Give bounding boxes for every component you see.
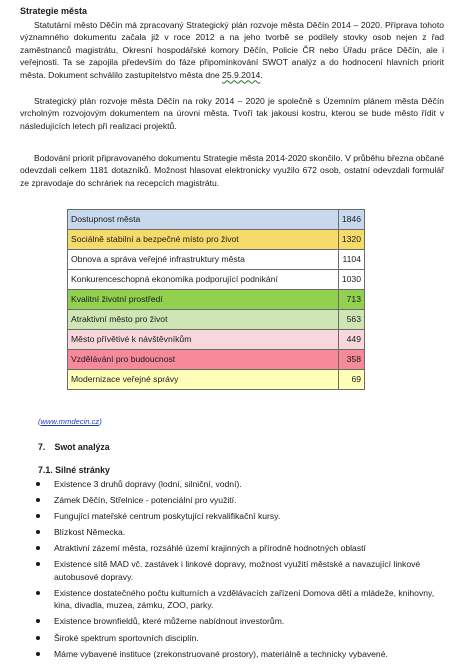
priority-row [68,370,365,390]
paragraph-voting [20,152,444,189]
bullet-icon [36,591,40,595]
priority-value: 1320 [338,230,364,250]
list-item [22,526,446,538]
list-item-text: Máme vybavené instituce (zrekonstruované prostory), materiálně a technicky vybavené. [54,648,388,659]
list-item-text: Fungující mateřské centrum poskytující rekvalifikační kursy. [54,511,281,522]
priority-label: Sociálně stabilní a bezpečné místo pro život [68,230,339,250]
list-item-text: Atraktivní zázemí města, rozsáhlé území krajinných a přírodně hodnotných oblastí [54,543,366,554]
list-item [22,632,446,644]
paragraph-plan-text: Strategický plán rozvoje města Děčín na roky 2014 – 2020 je společně s Územním plánem města Děčín vrcholným rozvojovým dokumentem na úrovni města. Tvoří tak jakousi kostru, kterou se bude město řídit v následujících letech při realizaci projektů. [20,96,444,131]
bullet-icon [36,546,40,550]
paragraph-plan [20,95,444,132]
priority-value: 1030 [338,270,364,290]
list-item-text: Existence 3 druhů dopravy (lodní, silniční, vodní). [54,479,242,489]
section-heading [38,441,110,453]
priority-row [68,270,365,290]
priority-label: Obnova a správa veřejné infrastruktury města [68,250,339,270]
subsection-heading [38,464,110,476]
priority-value: 358 [338,350,364,370]
priority-row [68,230,365,250]
list-item [22,494,446,506]
bullet-icon [36,498,40,502]
list-item [22,558,446,583]
priority-label: Modernizace veřejné správy [68,370,339,390]
priority-value: 563 [338,310,364,330]
source-link[interactable]: www.mmdecin.cz [40,417,100,426]
bullet-icon [36,514,40,518]
priority-row [68,210,365,230]
section-number: 7. [38,442,46,452]
list-item-text: Blízkost Německa. [54,527,126,538]
bullet-icon [36,562,40,566]
priority-label: Konkurenceschopná ekonomika podporující podnikání [68,270,339,290]
bullet-icon [36,530,40,534]
priority-row [68,330,365,350]
priority-value: 713 [338,290,364,310]
list-item-text: Existence sítě MAD vč. zastávek i linkové dopravy, možnost využití městské a navazující linkové autobusové dopravy. [54,559,421,582]
list-item-text: Existence dostatečného počtu kulturních a vzdělávacích zařízení Domova dětí a mládeže, knihovny, kina, divadla, muzea, zámku, ZOO, parky. [54,587,435,611]
page-heading: Strategie města [20,6,88,16]
section-title: Swot analýza [54,442,110,452]
list-item [22,478,446,490]
list-item [22,510,446,522]
priority-label: Město přívětivé k návštěvníkům [68,330,339,350]
priority-row [68,310,365,330]
list-item-text: Zámek Děčín, Střelnice - potenciální pro využití. [54,495,237,506]
subsection-title: Silné stránky [55,465,110,475]
priority-label: Atraktivní město pro život [68,310,339,330]
list-item [22,542,446,554]
priority-value: 1104 [338,250,364,270]
subsection-number: 7.1. [38,465,53,475]
approval-date: 25.9.2014 [222,69,261,80]
paragraph-voting-text: Bodování priorit připravovaného dokumentu Strategie města 2014-2020 skončilo. V průběhu března občané odevzdali celkem 1181 dotazníků. Možnost hlasovat elektronicky využilo 672 osob, ostatní odevzdali formulář ze zpravodaje do schránek na recepcích magistrátu. [20,153,444,188]
list-item-text: Široké spektrum sportovních disciplín. [54,632,199,643]
priority-label: Vzdělávání pro budoucnost [68,350,339,370]
list-item [22,587,446,612]
priority-value: 69 [338,370,364,390]
bullet-icon [36,619,40,623]
strengths-list [22,478,446,664]
priority-value: 1846 [338,210,364,230]
bullet-icon [36,482,40,486]
list-item [22,615,446,627]
source-citation: (www.mmdecin.cz) [38,417,102,426]
paragraph-intro [20,19,444,81]
priority-label: Kvalitní životní prostředí [68,290,339,310]
priority-row [68,250,365,270]
priorities-table [67,209,365,390]
bullet-icon [36,652,40,656]
approval-suffix: . [260,69,263,80]
list-item-text: Existence brownfieldů, které můžeme nabídnout investorům. [54,616,285,627]
bullet-icon [36,636,40,640]
priority-row [68,350,365,370]
list-item [22,648,446,660]
paragraph-intro-text: Statutární město Děčín má zpracovaný Strategický plán rozvoje města Děčín 2014 – 2020. Příprava tohoto významného dokumentu začala již v roce 2012 a na jeho tvorbě se podílely stovky osob nejen z řad zaměstnanců magistrátu, Okresní hospodářské komory Děčín, Policie ČR nebo Úřadu práce Děčín, ale i veřejnosti. Ta se zapojila především do fáze připomínkování SWOT analýz a do hodnocení hlavních priorit města. Dokument schválilo zastupitelstvo města dne [20,20,444,80]
priority-value: 449 [338,330,364,350]
priority-label: Dostupnost města [68,210,339,230]
priority-row [68,290,365,310]
